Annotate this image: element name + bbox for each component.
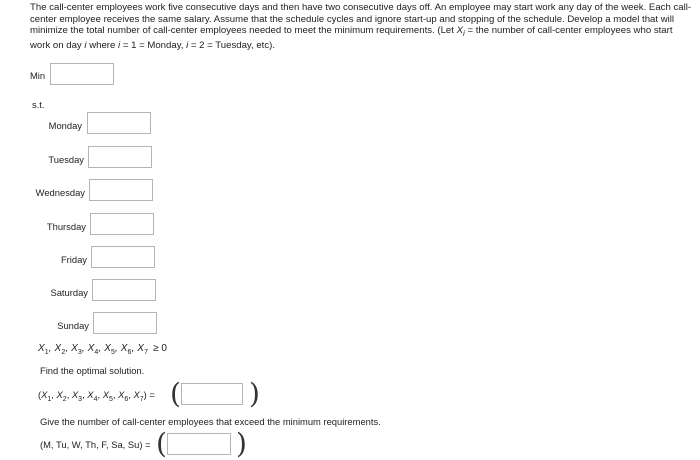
subject-to-label: s.t. (32, 99, 45, 110)
constraint-label-tuesday: Tuesday (48, 154, 84, 165)
constraint-input-friday[interactable] (91, 246, 155, 268)
constraint-label-friday: Friday (60, 254, 87, 265)
constraint-input-sunday[interactable] (93, 312, 157, 334)
excess-close-paren: ) (236, 427, 247, 460)
constraint-label-monday: Monday (48, 120, 82, 131)
optimal-tuple-label: ($X_1$, $X_2$, $X_3$, $X_4$, $X_5$, $X_6$, $X_7$) = (38, 389, 155, 403)
constraint-input-monday[interactable] (87, 112, 151, 134)
constraint-label-sunday: Sunday (57, 320, 89, 331)
optimal-answer-input[interactable] (181, 383, 243, 405)
problem-statement: The call-center employees work five consecutive days and then have two consecutive days off. An employee may start work any day of the week. Each call-center employee receives the same salary. Assume that the schedule cycles and ignore start-up and stopping of the schedule. Develop a model that will minimize the total number of call-center employees needed to meet the minimum requirements. (Let $X_i$ = the number of call-center employees who start work on day i where i = 1 = Monday, i = 2 = Tuesday, etc). (30, 2, 692, 51)
nonnegativity-constraint: $X_1$, $X_2$, $X_3$, $X_4$, $X_5$, $X_6$, $X_7 \ge 0$ (38, 343, 168, 356)
optimal-prompt: Find the optimal solution. (40, 365, 145, 376)
constraint-label-wednesday: Wednesday (35, 187, 85, 198)
constraint-input-saturday[interactable] (92, 279, 156, 301)
excess-answer-input[interactable] (167, 433, 231, 455)
constraint-input-tuesday[interactable] (88, 146, 152, 168)
optimal-close-paren: ) (249, 377, 260, 410)
excess-prompt: Give the number of call-center employees that exceed the minimum requirements. (40, 416, 381, 427)
optimal-open-paren: ( (170, 377, 181, 410)
constraint-input-thursday[interactable] (90, 213, 154, 235)
objective-label: Min (30, 70, 46, 81)
constraint-label-saturday: Saturday (50, 287, 88, 298)
constraint-label-thursday: Thursday (46, 221, 86, 232)
constraint-input-wednesday[interactable] (89, 179, 153, 201)
objective-input[interactable] (50, 63, 114, 85)
excess-tuple-label: (M, Tu, W, Th, F, Sa, Su) = (40, 439, 151, 450)
excess-open-paren: ( (156, 427, 167, 460)
